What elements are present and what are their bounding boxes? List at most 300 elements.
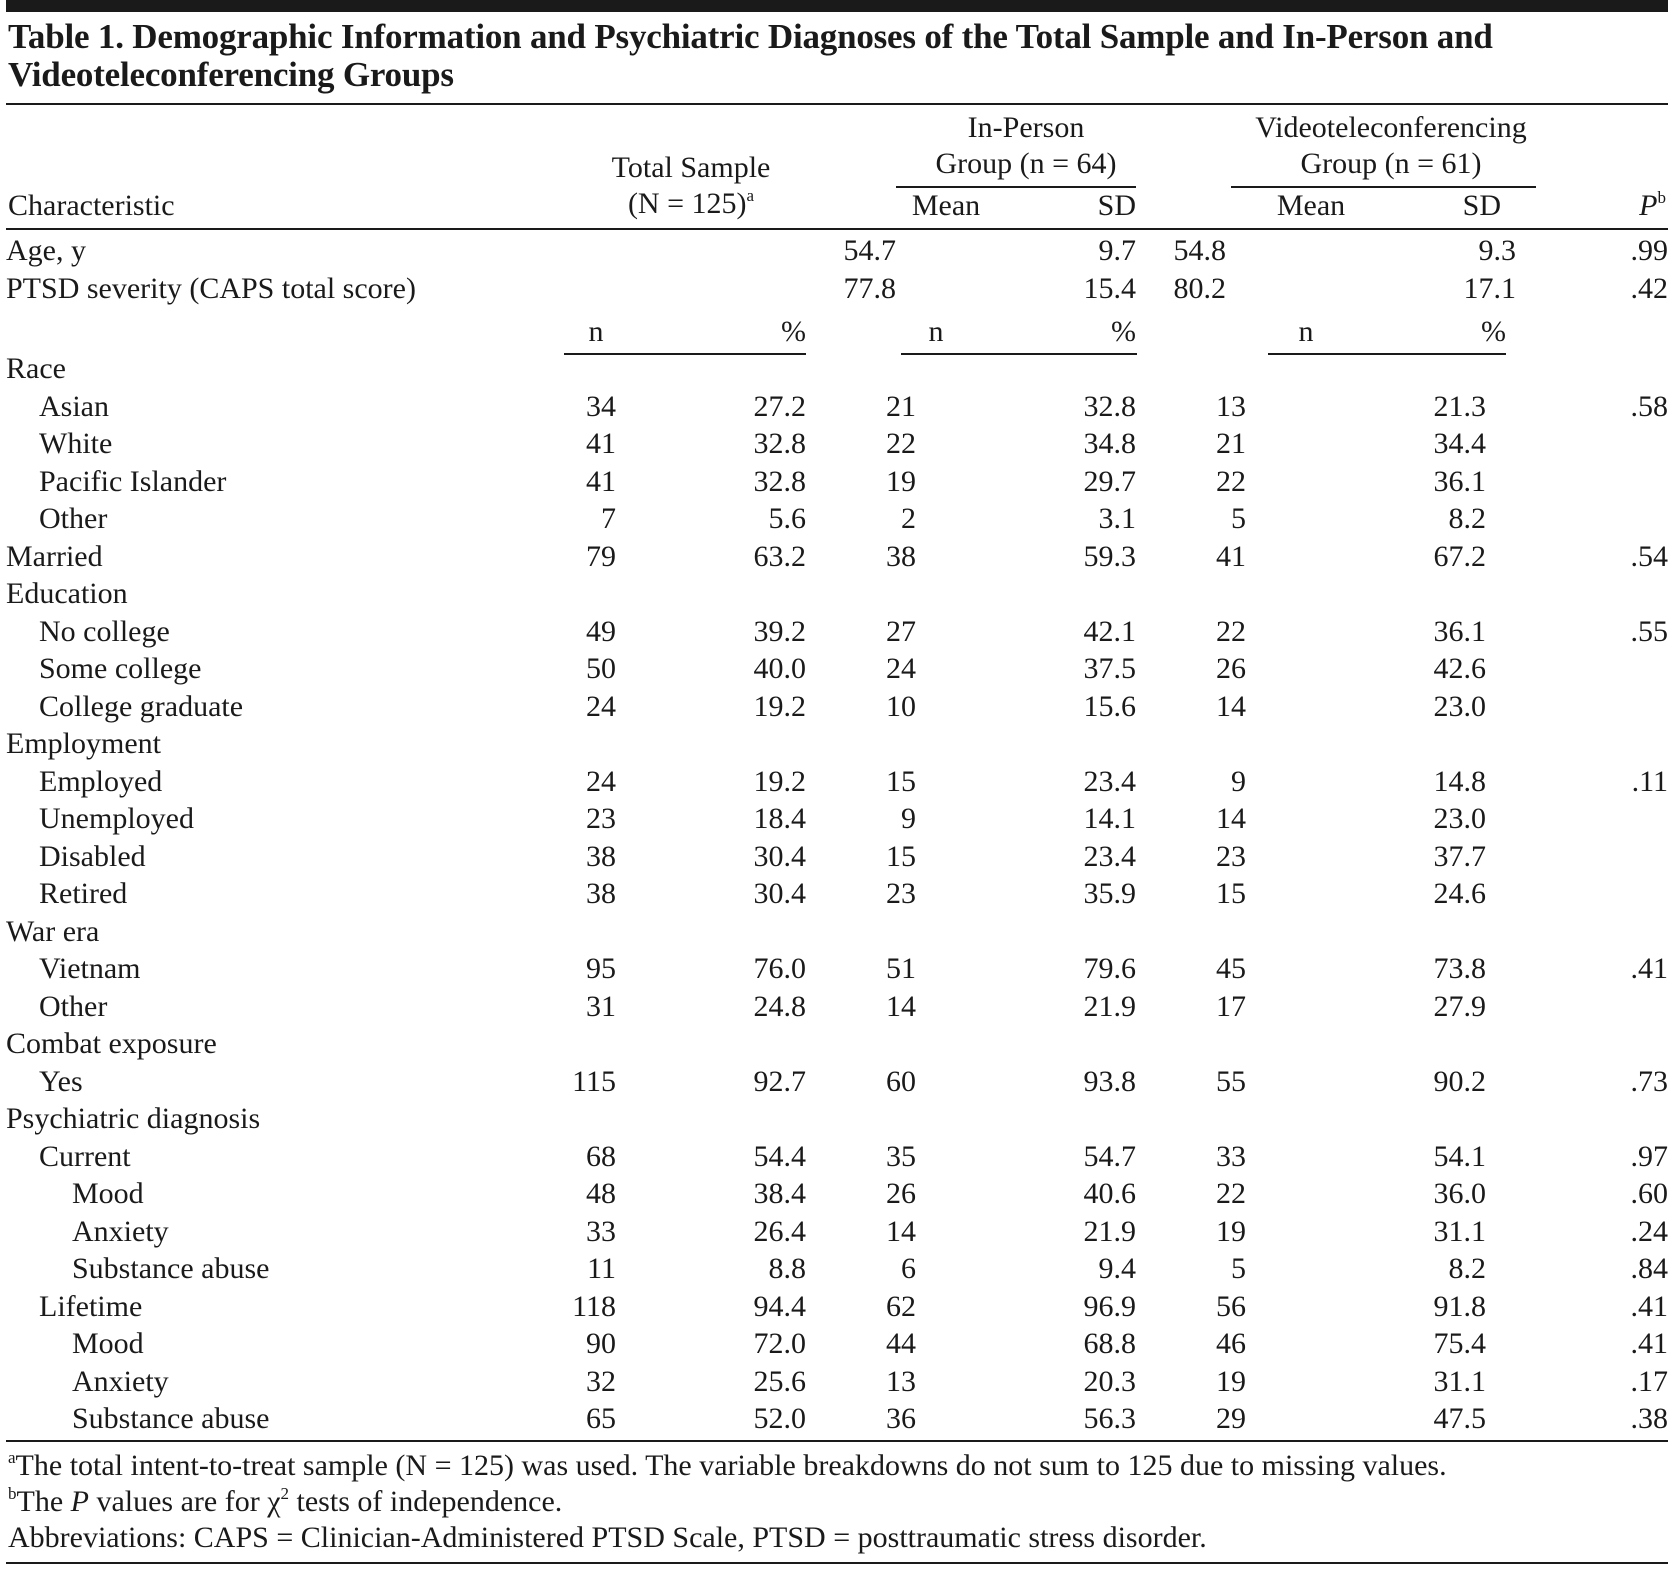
p-value-cell (1486, 350, 1668, 388)
inperson-pct-cell (916, 350, 1136, 388)
p-value-cell: .55 (1630, 614, 1668, 648)
p-value-cell (1486, 838, 1668, 876)
total-pct-cell: 72.0 (753, 1327, 806, 1360)
row-label: Mood (72, 1327, 144, 1360)
vtc-pct-cell (1246, 725, 1486, 763)
p-value-cell (1486, 425, 1668, 463)
inperson-n-cell: 15 (886, 764, 916, 798)
total-n-cell: 50 (586, 652, 616, 685)
row-label: Education (6, 577, 128, 610)
inperson-pct-cell: 3.1 (1098, 502, 1136, 535)
vtc-pct-cell: 73.8 (1433, 952, 1486, 985)
p-value-cell: .38 (1630, 1402, 1668, 1435)
inperson-n-cell: 13 (886, 1364, 916, 1398)
vtc-n-cell: 9 (1231, 764, 1246, 798)
table-row (6, 232, 1668, 270)
table-row (6, 270, 1668, 308)
row-label: Employment (6, 727, 161, 760)
row-label: Employed (39, 764, 163, 798)
vtc-pct-cell: 31.1 (1433, 1364, 1486, 1398)
total-n-cell: 32 (586, 1364, 616, 1398)
row-label: Anxiety (72, 1364, 169, 1398)
table-row (6, 613, 1668, 651)
row-label: Some college (39, 652, 202, 685)
total-n-cell: 38 (586, 839, 616, 873)
inperson-pct-cell: 34.8 (1083, 427, 1136, 460)
total-pct-cell: 54.4 (753, 1139, 806, 1173)
row-label: Substance abuse (72, 1252, 270, 1285)
vtc-pct-header: % (1481, 315, 1506, 348)
total-n-cell: 41 (586, 427, 616, 460)
total-pct-cell: 30.4 (753, 877, 806, 910)
total-pct-cell: 30.4 (753, 839, 806, 873)
inperson-n-cell: 9 (901, 802, 916, 835)
table-row (6, 500, 1668, 538)
inperson-pct-cell: 32.8 (1083, 389, 1136, 423)
p-value-cell (1486, 688, 1668, 726)
vtc-mean-header: Mean (1276, 189, 1346, 222)
total-pct-cell: 40.0 (753, 652, 806, 685)
inperson-n-cell: 22 (886, 427, 916, 460)
vtc-pct-cell: 8.2 (1448, 502, 1486, 535)
table-row (6, 688, 1668, 726)
inperson-n-cell: 51 (886, 952, 916, 985)
total-n-cell: 34 (586, 389, 616, 423)
row-label: Lifetime (39, 1289, 143, 1323)
table-row (6, 1250, 1668, 1288)
vtc-n-cell: 17 (1216, 989, 1246, 1023)
total-pct-cell: 26.4 (753, 1214, 806, 1248)
row-label: Substance abuse (72, 1402, 270, 1435)
vtc-n-cell: 26 (1216, 652, 1246, 685)
vtc-sd-cell: 17.1 (1463, 271, 1516, 305)
vtc-n-cell: 29 (1216, 1402, 1246, 1435)
vtc-pct-cell: 36.1 (1433, 614, 1486, 648)
vtc-pct-cell: 23.0 (1433, 689, 1486, 723)
vtc-n-cell: 23 (1216, 839, 1246, 873)
inperson-pct-cell: 42.1 (1083, 614, 1136, 648)
inperson-mean-cell: 54.7 (843, 234, 896, 267)
inperson-pct-cell: 20.3 (1083, 1364, 1136, 1398)
table-row (6, 650, 1668, 688)
inperson-pct-cell (916, 913, 1136, 951)
total-n-cell (526, 725, 616, 763)
total-n-cell: 118 (572, 1289, 616, 1323)
total-n-cell: 79 (586, 539, 616, 573)
inperson-pct-header: % (1111, 315, 1136, 348)
total-n-cell: 11 (587, 1252, 616, 1285)
table-row (6, 800, 1668, 838)
inperson-pct-cell: 79.6 (1083, 952, 1136, 985)
vtc-pct-cell: 8.2 (1448, 1252, 1486, 1285)
p-value-cell (1486, 575, 1668, 613)
vtc-pct-cell: 14.8 (1433, 764, 1486, 798)
inperson-sd-cell: 15.4 (1083, 271, 1136, 305)
p-value-cell: .11 (1631, 764, 1668, 798)
vtc-pct-cell: 23.0 (1433, 802, 1486, 835)
inperson-n-cell (806, 913, 916, 951)
p-value-cell (1486, 988, 1668, 1026)
inperson-n-cell: 62 (886, 1289, 916, 1323)
inperson-n-cell: 10 (886, 689, 916, 723)
footnote-abbreviations: Abbreviations: CAPS = Clinician-Administered PTSD Scale, PTSD = posttraumatic stress disorder. (8, 1521, 1207, 1554)
table-row (6, 575, 1668, 613)
inperson-n-cell: 15 (886, 839, 916, 873)
inperson-pct-cell (916, 1100, 1136, 1138)
vtc-pct-cell: 24.6 (1433, 877, 1486, 910)
inperson-n-cell: 38 (886, 539, 916, 573)
inperson-n-cell (806, 575, 916, 613)
table-row (6, 425, 1668, 463)
total-n-cell: 90 (586, 1327, 616, 1360)
vtc-pct-cell: 47.5 (1433, 1402, 1486, 1435)
table-row (6, 1063, 1668, 1101)
row-label: Combat exposure (6, 1027, 217, 1060)
total-n-cell: 115 (572, 1064, 616, 1098)
inperson-pct-cell: 59.3 (1083, 539, 1136, 573)
count-table (6, 350, 1668, 1438)
inperson-pct-cell: 21.9 (1083, 1214, 1136, 1248)
inperson-mean-header: Mean (911, 189, 981, 222)
vtc-pct-cell: 42.6 (1433, 652, 1486, 685)
row-label: Married (6, 539, 103, 573)
inperson-pct-cell: 96.9 (1083, 1289, 1136, 1323)
vtc-n-header: n (1298, 315, 1314, 348)
row-label: Anxiety (72, 1214, 169, 1248)
p-value-cell: .41 (1630, 1327, 1668, 1360)
total-pct-cell: 27.2 (753, 389, 806, 423)
table-row (6, 350, 1668, 388)
table-row (6, 388, 1668, 426)
total-pct-cell (616, 913, 806, 951)
row-label: War era (6, 914, 100, 948)
vtc-n-cell: 55 (1216, 1064, 1246, 1098)
total-n-cell: 41 (586, 464, 616, 498)
inperson-header-line1: In-Person (967, 111, 1085, 144)
vtc-pct-cell: 34.4 (1433, 427, 1486, 460)
inperson-pct-cell: 56.3 (1083, 1402, 1136, 1435)
total-header-line1: Total Sample (611, 151, 771, 184)
p-value-cell: .54 (1630, 539, 1668, 573)
row-label: Other (39, 989, 108, 1023)
vtc-n-cell (1136, 725, 1246, 763)
table-row (6, 763, 1668, 801)
total-pct-cell (616, 725, 806, 763)
vtc-n-cell: 14 (1216, 802, 1246, 835)
vtc-sd-cell: 9.3 (1478, 234, 1516, 267)
row-label: Current (39, 1139, 131, 1173)
inperson-pct-cell: 54.7 (1083, 1139, 1136, 1173)
total-n-header: n (588, 315, 604, 348)
total-pct-cell: 19.2 (753, 764, 806, 798)
inperson-n-cell: 14 (886, 989, 916, 1023)
p-value-cell (1486, 913, 1668, 951)
inperson-n-cell (806, 350, 916, 388)
vtc-pct-cell (1246, 1025, 1486, 1063)
total-n-cell (526, 913, 616, 951)
row-label: College graduate (39, 689, 244, 723)
p-value-cell: .41 (1630, 1289, 1668, 1323)
vtc-pct-cell: 90.2 (1433, 1064, 1486, 1098)
row-label: Vietnam (39, 952, 141, 985)
vtc-pct-cell: 37.7 (1433, 839, 1486, 873)
row-label: Disabled (39, 839, 146, 873)
inperson-n-cell: 14 (886, 1214, 916, 1248)
vtc-header-line2: Group (n = 61) (1300, 147, 1482, 180)
title-rule (6, 103, 1668, 105)
p-value-cell (1486, 650, 1668, 688)
inperson-n-cell: 44 (886, 1327, 916, 1360)
inperson-pct-cell: 68.8 (1083, 1327, 1136, 1360)
table-row (6, 950, 1668, 988)
p-value-cell: .58 (1630, 389, 1668, 423)
p-value-cell: .24 (1630, 1214, 1668, 1248)
inperson-mean-cell: 77.8 (843, 271, 896, 305)
inperson-pct-cell: 23.4 (1083, 764, 1136, 798)
vtc-n-cell: 19 (1216, 1364, 1246, 1398)
table-row (6, 988, 1668, 1026)
total-pct-cell: 63.2 (753, 539, 806, 573)
total-n-cell (526, 575, 616, 613)
row-label: Mood (72, 1177, 144, 1210)
row-label: Other (39, 502, 108, 535)
total-n-cell: 49 (586, 614, 616, 648)
table-row (6, 1325, 1668, 1363)
vtc-n-cell: 5 (1231, 502, 1246, 535)
total-pct-cell (616, 1100, 806, 1138)
footnote-a: $^a$The total intent-to-treat sample (N = 125) was used. The variable breakdowns do not sum to 125 due to missing values. (8, 1448, 1447, 1482)
total-pct-cell: 39.2 (753, 614, 806, 648)
table-row (6, 1288, 1668, 1326)
row-label: Pacific Islander (39, 464, 227, 498)
vtc-pct-cell: 31.1 (1433, 1214, 1486, 1248)
table-row (6, 838, 1668, 876)
total-n-cell (526, 350, 616, 388)
vtc-n-cell (1136, 350, 1246, 388)
inperson-pct-cell: 21.9 (1083, 989, 1136, 1023)
p-value-cell: .17 (1630, 1364, 1668, 1398)
total-pct-cell: 8.8 (768, 1252, 806, 1285)
row-label: White (39, 427, 113, 460)
p-value-cell (1486, 875, 1668, 913)
inperson-pct-cell: 23.4 (1083, 839, 1136, 873)
inperson-pct-cell (916, 725, 1136, 763)
p-value-cell: .99 (1630, 234, 1668, 267)
inperson-n-cell: 2 (901, 502, 916, 535)
vtc-n-cell: 22 (1216, 1177, 1246, 1210)
total-n-cell (526, 1100, 616, 1138)
inperson-pct-cell: 15.6 (1083, 689, 1136, 723)
total-n-cell: 95 (586, 952, 616, 985)
total-n-cell: 23 (586, 802, 616, 835)
p-value-cell (1486, 500, 1668, 538)
total-pct-cell: 5.6 (768, 502, 806, 535)
row-label: Race (6, 352, 66, 385)
inperson-n-cell: 27 (886, 614, 916, 648)
inperson-sd-cell: 9.7 (1098, 234, 1136, 267)
p-value-cell: .97 (1630, 1139, 1668, 1173)
mean-table (6, 232, 1668, 307)
p-value-cell: .60 (1630, 1177, 1668, 1210)
inperson-n-cell: 24 (886, 652, 916, 685)
row-label: Unemployed (39, 802, 194, 835)
inperson-n-cell: 6 (901, 1252, 916, 1285)
vtc-n-cell: 41 (1216, 539, 1246, 573)
inperson-pct-cell (916, 575, 1136, 613)
total-n-cell: 48 (586, 1177, 616, 1210)
inperson-n-cell: 23 (886, 877, 916, 910)
table-row (6, 463, 1668, 501)
total-n-cell: 65 (586, 1402, 616, 1435)
total-pct-cell (616, 575, 806, 613)
total-pct-cell (616, 350, 806, 388)
p-value-cell: .73 (1630, 1064, 1668, 1098)
vtc-n-cell: 46 (1216, 1327, 1246, 1360)
row-label: Psychiatric diagnosis (6, 1102, 261, 1135)
table-row (6, 538, 1668, 576)
inperson-n-header: n (928, 315, 944, 348)
vtc-pct-cell: 67.2 (1433, 539, 1486, 573)
characteristic-header: Characteristic (8, 189, 175, 222)
inperson-pct-cell: 93.8 (1083, 1064, 1136, 1098)
total-pct-cell: 19.2 (753, 689, 806, 723)
p-value-cell (1486, 1100, 1668, 1138)
total-pct-cell: 52.0 (753, 1402, 806, 1435)
inperson-pct-cell: 37.5 (1083, 652, 1136, 685)
vtc-pct-cell: 75.4 (1433, 1327, 1486, 1360)
inperson-n-cell: 19 (886, 464, 916, 498)
table-title: Table 1. Demographic Information and Psychiatric Diagnoses of the Total Sample and In-Person and Videoteleconferencing Groups (8, 17, 1493, 94)
total-header-line2: (N = 125)$^a$ (627, 186, 755, 220)
total-n-cell: 24 (586, 689, 616, 723)
table-row (6, 725, 1668, 763)
vtc-pct-cell (1246, 1100, 1486, 1138)
vtc-n-cell: 13 (1216, 389, 1246, 423)
table-row (6, 1100, 1668, 1138)
vtc-n-cell: 14 (1216, 689, 1246, 723)
vtc-pct-cell: 91.8 (1433, 1289, 1486, 1323)
p-value-cell: .84 (1630, 1252, 1668, 1285)
total-pct-cell: 25.6 (753, 1364, 806, 1398)
inperson-n-cell (806, 725, 916, 763)
top-rule (6, 0, 1668, 12)
p-header: $P^b$ (1639, 188, 1666, 222)
inperson-n-cell: 21 (886, 389, 916, 423)
total-pct-cell: 32.8 (753, 464, 806, 498)
row-label: Yes (39, 1064, 83, 1098)
p-value-cell (1486, 1025, 1668, 1063)
total-pct-cell (616, 1025, 806, 1063)
page-bottom-rule (6, 1562, 1668, 1564)
vtc-pct-cell (1246, 350, 1486, 388)
total-pct-cell: 24.8 (753, 989, 806, 1023)
row-label: Asian (39, 389, 109, 423)
vtc-n-cell: 56 (1216, 1289, 1246, 1323)
vtc-sd-header: SD (1462, 189, 1501, 222)
total-pct-cell: 92.7 (753, 1064, 806, 1098)
row-label: No college (39, 614, 170, 648)
inperson-header-line2: Group (n = 64) (935, 147, 1117, 180)
inperson-n-cell: 26 (886, 1177, 916, 1210)
inperson-pct-cell: 9.4 (1098, 1252, 1136, 1285)
vtc-pct-cell (1246, 913, 1486, 951)
vtc-n-cell (1136, 913, 1246, 951)
vtc-pct-cell: 54.1 (1433, 1139, 1486, 1173)
total-n-cell: 33 (586, 1214, 616, 1248)
vtc-pct-cell: 21.3 (1433, 389, 1486, 423)
vtc-n-cell: 45 (1216, 952, 1246, 985)
table-row (6, 875, 1668, 913)
inperson-n-cell: 36 (886, 1402, 916, 1435)
p-value-cell: .41 (1630, 952, 1668, 985)
inperson-n-cell: 60 (886, 1064, 916, 1098)
vtc-n-cell (1136, 1100, 1246, 1138)
table-row (6, 1138, 1668, 1176)
vtc-pct-cell: 36.0 (1433, 1177, 1486, 1210)
total-n-cell (526, 1025, 616, 1063)
total-pct-cell: 18.4 (753, 802, 806, 835)
table-bottom-rule (6, 1440, 1668, 1442)
vtc-n-cell (1136, 1025, 1246, 1063)
vtc-n-cell: 22 (1216, 464, 1246, 498)
table-row (6, 1400, 1668, 1438)
total-pct-cell: 94.4 (753, 1289, 806, 1323)
header-rule (6, 228, 1668, 230)
table-row (6, 1025, 1668, 1063)
total-n-cell: 68 (586, 1139, 616, 1173)
total-pct-cell: 32.8 (753, 427, 806, 460)
p-value-cell (1486, 463, 1668, 501)
total-n-cell: 38 (586, 877, 616, 910)
vtc-n-cell (1136, 575, 1246, 613)
vtc-n-cell: 22 (1216, 614, 1246, 648)
footnote-b: $^b$The P values are for $\chi^2$ tests of independence. (8, 1484, 563, 1518)
vtc-header-line1: Videoteleconferencing (1255, 111, 1527, 144)
vtc-pct-cell: 36.1 (1433, 464, 1486, 498)
vtc-mean-cell: 80.2 (1173, 271, 1226, 305)
inperson-pct-cell: 14.1 (1083, 802, 1136, 835)
vtc-pct-cell: 27.9 (1433, 989, 1486, 1023)
inperson-n-cell: 35 (886, 1139, 916, 1173)
inperson-n-cell (806, 1025, 916, 1063)
p-value-cell (1486, 800, 1668, 838)
total-pct-header: % (781, 315, 806, 348)
total-n-cell: 31 (586, 989, 616, 1023)
table-row (6, 1175, 1668, 1213)
p-value-cell (1486, 725, 1668, 763)
table-row (6, 913, 1668, 951)
total-n-cell: 24 (586, 764, 616, 798)
vtc-n-cell: 15 (1216, 877, 1246, 910)
vtc-n-cell: 33 (1216, 1139, 1246, 1173)
row-label: Retired (39, 877, 128, 910)
inperson-pct-cell: 40.6 (1083, 1177, 1136, 1210)
inperson-pct-cell: 29.7 (1083, 464, 1136, 498)
table-row (6, 1213, 1668, 1251)
vtc-mean-cell: 54.8 (1173, 234, 1226, 267)
total-pct-cell: 38.4 (753, 1177, 806, 1210)
row-label: PTSD severity (CAPS total score) (6, 271, 416, 305)
total-pct-cell: 76.0 (753, 952, 806, 985)
vtc-n-cell: 21 (1216, 427, 1246, 460)
table-row (6, 1363, 1668, 1401)
vtc-n-cell: 5 (1231, 1252, 1246, 1285)
vtc-n-cell: 19 (1216, 1214, 1246, 1248)
inperson-pct-cell (916, 1025, 1136, 1063)
inperson-pct-cell: 35.9 (1083, 877, 1136, 910)
inperson-n-cell (806, 1100, 916, 1138)
total-n-cell: 7 (601, 502, 616, 535)
